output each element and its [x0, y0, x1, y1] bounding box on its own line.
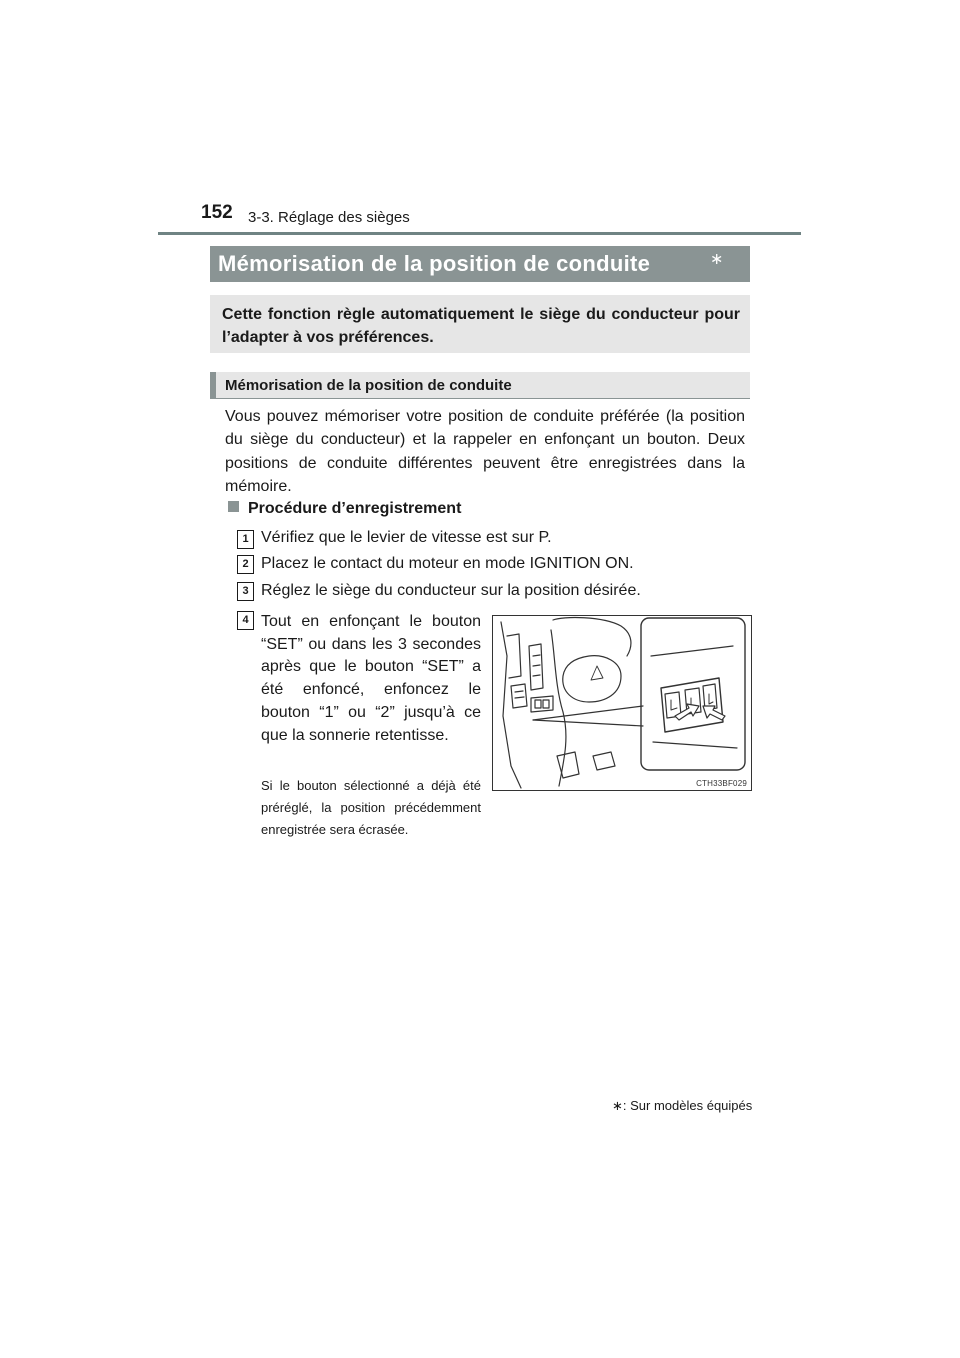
title-asterisk: ∗ — [710, 251, 724, 268]
procedure-heading — [228, 500, 461, 518]
dashboard-illustration — [493, 616, 751, 790]
header-rule — [158, 232, 801, 235]
step-number: 1 — [237, 530, 254, 549]
subsection-band — [210, 372, 750, 399]
intro-box — [210, 295, 750, 353]
section-reference: 3-3. Réglage des sièges — [248, 209, 410, 226]
intro-text: Cette fonction règle automatiquement le siège du conducteur pour l’adapter à vos préférences. — [222, 306, 740, 346]
footnote-asterisk: ∗ — [612, 1098, 623, 1113]
step-number: 4 — [237, 611, 254, 630]
footnote — [612, 1098, 752, 1114]
figure-dashboard-memory-buttons — [492, 615, 752, 791]
body-paragraph: Vous pouvez mémoriser votre position de conduite préférée (la position du siège du conducteur) et la rappeler en enfonçant un bouton. Deux positions de conduite différentes peuvent être enregistrées dans la mémoire. — [225, 408, 745, 495]
figure-code: CTH33BF029 — [696, 779, 747, 788]
step-text: Tout en enfonçant le bouton “SET” ou dans les 3 secondes après que le bouton “SET” a été enfoncé, enfoncez le bouton “1” ou “2” jusqu’à ce que la sonnerie retentisse. — [261, 613, 481, 744]
square-bullet-icon — [228, 501, 239, 512]
procedure-heading-text: Procédure d’enregistrement — [248, 500, 462, 517]
page-title: Mémorisation de la position de conduite — [218, 251, 651, 276]
step-number: 3 — [237, 582, 254, 601]
footnote-text: : Sur modèles équipés — [622, 1098, 753, 1113]
step-text: Placez le contact du moteur en mode IGNITION ON. — [261, 555, 634, 572]
step-text: Réglez le siège du conducteur sur la position désirée. — [261, 582, 641, 599]
step-number: 2 — [237, 555, 254, 574]
step-note: Si le bouton sélectionné a déjà été préréglé, la position précédemment enregistrée sera écrasée. — [261, 778, 481, 837]
subsection-bar — [210, 372, 216, 399]
page-number: 152 — [201, 202, 233, 223]
title-band — [210, 246, 750, 282]
step-text: Vérifiez que le levier de vitesse est sur P. — [261, 529, 552, 546]
subsection-title: Mémorisation de la position de conduite — [225, 377, 512, 394]
